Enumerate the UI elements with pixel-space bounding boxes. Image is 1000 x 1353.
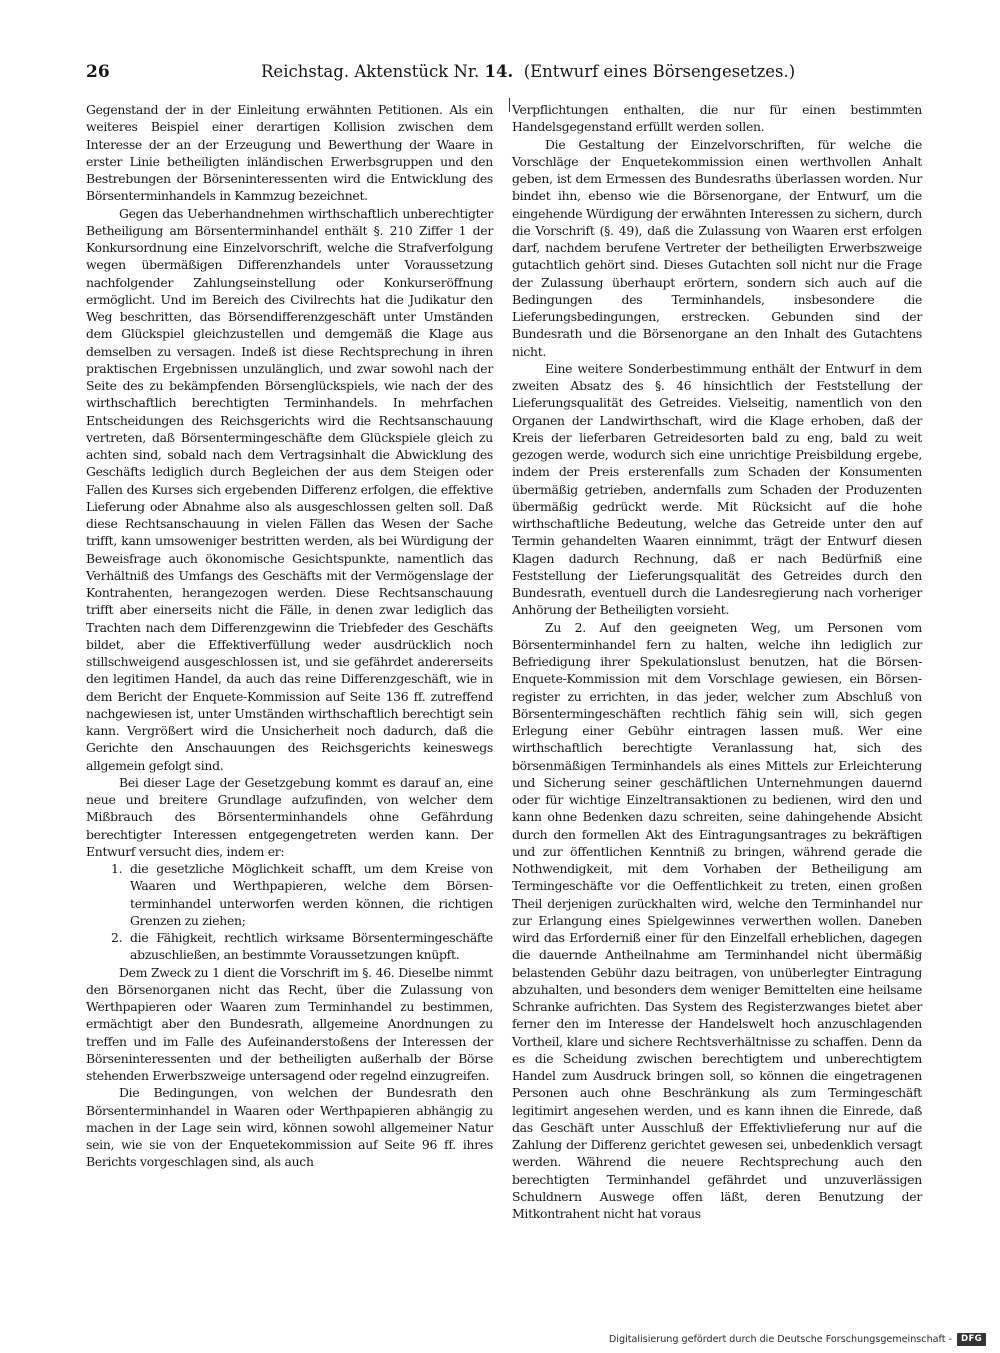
paragraph: Die Gestaltung der Einzelvorschriften, für welche die Vorschläge der Enquetekommission einen werthvollen Anhalt geben, ist dem Ermessen des Bundesraths überlassen worden. Nur bindet ihn, ebenso wie die Börsenorgane, der Entwurf, um die eingehende Würdigung der erwähnten Interessen zu sichern, durch die Vorschrift (§. 49), daß die Zulassung von Waaren erst erfolgen darf, nachdem berufene Vertreter der betheiligten Erwerbszweige gutachtlich gehört sind. Dieses Gutachten soll nicht nur die Frage der Zulassung überhaupt erörtern, sondern sich auch auf die Bedingungen des Terminhandels, insbesondere die Lieferungsbedingungen, erstrecken. Gebunden sind der Bundesrath und die Börsenorgane an den Inhalt des Gutachtens nicht. <box>512 136 922 359</box>
title-suffix: (Entwurf eines Börsengesetzes.) <box>523 62 796 81</box>
page-number: 26 <box>86 62 110 82</box>
right-column <box>512 101 922 1222</box>
digitization-footer <box>609 1330 986 1348</box>
paragraph: Verpflichtungen enthalten, die nur für einen bestimmten Handelsgegenstand erfüllt werden sollen. <box>512 102 922 135</box>
dfg-logo: DFG <box>957 1333 986 1346</box>
paragraph: Gegen das Ueberhandnehmen wirthschaftlich unberechtigter Betheiligung am Börsenterminhandel enthält §. 210 Ziffer 1 der Konkursordnung eine Einzelvorschrift, welche die Strafverfolgung wegen übermäßigen Differenzhandels unter Voraussetzung nachfolgender Zahlungseinstellung oder Konkurseröffnung ermöglicht. Und im Bereich des Civilrechts hat die Judikatur den Weg beschritten, das Börsendifferenzgeschäft unter Umständen dem Glückspiel gleichzustellen und demgemäß die Klage aus demselben zu versagen. Indeß ist diese Rechtsprechung in ihren praktischen Ergebnissen unzulänglich, und zwar sowohl nach der Seite des zu bekämpfenden Börsenglückspiels, wie nach der des wirthschaftlich berechtigten Terminhandels. In mehrfachen Entscheidungen des Reichsgerichts wird die Rechtsanschauung vertreten, daß Börsentermingeschäfte dem Glückspiele gleich zu achten sind, sobald nach dem Vertragsinhalt die Abwicklung des Geschäfts lediglich durch Begleichen der aus dem Steigen oder Fallen des Kurses sich ergebenden Differenz erfolgen, die effektive Lieferung oder Abnahme also als ausgeschlossen gelten soll. Daß diese Rechtsanschauung in vielen Fällen das Wesen der Sache trifft, kann umsoweniger bestritten werden, als bei Würdigung der Beweisfrage auch ökonomische Gesichtspunkte, namentlich das Verhältniß des Umfangs des Geschäfts mit der Vermögenslage der Kontrahenten, herangezogen werden. Diese Rechtsanschauung trifft aber einerseits nicht die Fälle, in denen zwar lediglich das Trachten nach dem Differenzgewinn die Triebfeder des Geschäfts bildet, aber die Effektiverfüllung weder ausdrücklich noch stillschweigend ausgeschlossen ist, und sie gefährdet andererseits den legitimen Handel, da auch das reine Differenzgeschäft, wie in dem Bericht der Enquete-Kommission auf Seite 136 ff. zutreffend nachgewiesen ist, unter Umständen wirthschaftlich berechtigt sein kann. Vergrößert wird die Unsicherheit noch dadurch, daß die Gerichte den Anschauungen des Reichsgerichts keineswegs allgemein gefolgt sind. <box>86 205 493 773</box>
running-title <box>261 62 795 81</box>
list-item-text: die Fähigkeit, rechtlich wirksame Börsentermingeschäfte abzuschließen, an bestimmte Voraussetzungen knüpft. <box>130 930 493 963</box>
title-prefix: Reichstag. Aktenstück Nr. <box>261 62 480 81</box>
paragraph: Dem Zweck zu 1 dient die Vorschrift im §. 46. Dieselbe nimmt den Börsenorganen nicht das Recht, über die Zulassung von Werthpapieren oder Waaren zum Terminhandel zu bestimmen, ermächtigt aber den Bundesrath, allgemeine Anordnungen zu treffen und im Falle des Aufeinanderstoßens der Interessen der Börseninteressenten und der betheiligten außerhalb der Börse stehenden Erwerbszweige untersagend oder regelnd einzugreifen. <box>86 964 493 1083</box>
list-number: 1. <box>111 861 123 876</box>
running-header <box>86 60 980 88</box>
left-column <box>86 101 493 1171</box>
paragraph: Zu 2. Auf den geeigneten Weg, um Personen vom Börsenterminhandel fern zu halten, welche ihn lediglich zur Befriedigung ihrer Spekulationslust benutzen, hat die Börsen-Enquete-Kommission mit dem Vorschlage gewiesen, ein Börsenregister zu errichten, in das jeder, welcher zum Abschluß von Börsentermingeschäften rechtlich fähig sein will, sich gegen Erlegung einer Gebühr eintragen lassen muß. Wer eine wirthschaftlich berechtigte Veranlassung hat, sich des börsenmäßigen Terminhandels als eines Mittels zur Erleichterung und Sicherung seiner geschäftlichen Unternehmungen dauernd oder für wichtige Einzeltransaktionen zu bedienen, wird den und kann ohne Bedenken dazu schreiten, seine dahingehende Absicht durch den formellen Akt des Eintragungsantrages zu bekräftigen und zur öffentlichen Kenntniß zu bringen, während gerade die Nothwendigkeit, mit dem Vorhaben der Betheiligung am Termingeschäfte vor die Oeffentlichkeit zu treten, einen großen Theil derjenigen zurückhalten wird, welche den Terminhandel nur zur Erlangung eines Spielgewinnes verwerthen wollen. Daneben wird das Erforderniß einer für den Einzelfall erheblichen, dagegen die dauernde Antheilnahme am Terminhandel nicht übermäßig belastenden Gebühr dazu beitragen, von unüberlegter Eintragung abzuhalten, und besonders dem weniger Bemittelten eine heilsame Schranke aufrichten. Das System des Registerzwanges bietet aber ferner den im Interesse der Handelswelt hoch anzuschlagenden Vortheil, klare und sichere Rechtsverhältnisse zu schaffen. Denn da es die Scheidung zwischen berechtigtem und unberechtigtem Handel zum Ausdruck bringen soll, so können die eingetragenen Personen auch ohne Beschränkung als zum Termingeschäft legitimirt angesehen werden, und es kann ihnen die Einrede, daß das Geschäft unter Ausschluß der Effektivlieferung nur auf die Zahlung der Differenz gerichtet gewesen sei, unbedenklich versagt werden. Während die neuere Rechtsprechung auch den berechtigten Terminhandel gefährdet und unzuverlässigen Schuldnern Auswege offen läßt, deren Benutzung der Mitkontrahent nicht hat voraus <box>512 619 922 1221</box>
numbered-list <box>86 860 493 964</box>
list-item-text: die gesetzliche Möglichkeit schafft, um dem Kreise von Waaren und Werthpapieren, welche dem Börsenterminhandel unterworfen werden können, die richtigen Grenzen zu ziehen; <box>130 861 493 928</box>
document-number: 14. <box>484 62 514 81</box>
list-item <box>111 860 493 929</box>
paragraph: Gegenstand der in der Einleitung erwähnten Petitionen. Als ein weiteres Beispiel einer derartigen Kollision zwischen dem Interesse der an der Erzeugung und Bewerthung der Waare in erster Linie betheiligten inländischen Erwerbsgruppen und den Bestrebungen der Börseninteressenten wird die Entwicklung des Börsenterminhandels in Kammzug bezeichnet. <box>86 102 493 204</box>
paragraph: Bei dieser Lage der Gesetzgebung kommt es darauf an, eine neue und breitere Grundlage aufzufinden, von welcher dem Mißbrauch des Börsenterminhandels ohne Gefährdung berechtigter Interessen entgegengetreten werden kann. Der Entwurf versucht dies, indem er: <box>86 774 493 859</box>
funding-note: Digitalisierung gefördert durch die Deutsche Forschungsgemeinschaft - <box>608 1333 953 1345</box>
column-divider <box>509 98 510 112</box>
list-number: 2. <box>111 930 123 945</box>
paragraph: Eine weitere Sonderbestimmung enthält der Entwurf in dem zweiten Absatz des §. 46 hinsichtlich der Feststellung der Lieferungsqualität des Getreides. Vielseitig, namentlich von den Organen der Landwirthschaft, wird die Klage erhoben, daß der Kreis der lieferbaren Getreidesorten bald zu eng, bald zu weit gezogen werde, wodurch sich eine unrichtige Preisbildung ergebe, indem der Preis ersterenfalls zum Schaden der Konsumenten übermäßig getrieben, andernfalls zum Schaden der Produzenten übermäßig gedrückt werde. Mit Rücksicht auf die hohe wirthschaftliche Bedeutung, welche das Getreide unter den auf Termin gehandelten Waaren einnimmt, trägt der Entwurf diesen Klagen dadurch Rechnung, daß er nach Bedürfniß eine Feststellung der Lieferungsqualität des Getreides durch den Bundesrath, eventuell durch die Landesregierung nach vorheriger Anhörung der Betheiligten vorsieht. <box>512 360 922 618</box>
list-item <box>111 929 493 964</box>
paragraph: Die Bedingungen, von welchen der Bundesrath den Börsenterminhandel in Waaren oder Werthpapieren abhängig zu machen in der Lage sein wird, können sowohl allgemeiner Natur sein, wie sie von der Enquetekommission auf Seite 96 ff. ihres Berichts vorgeschlagen sind, als auch <box>86 1085 493 1170</box>
